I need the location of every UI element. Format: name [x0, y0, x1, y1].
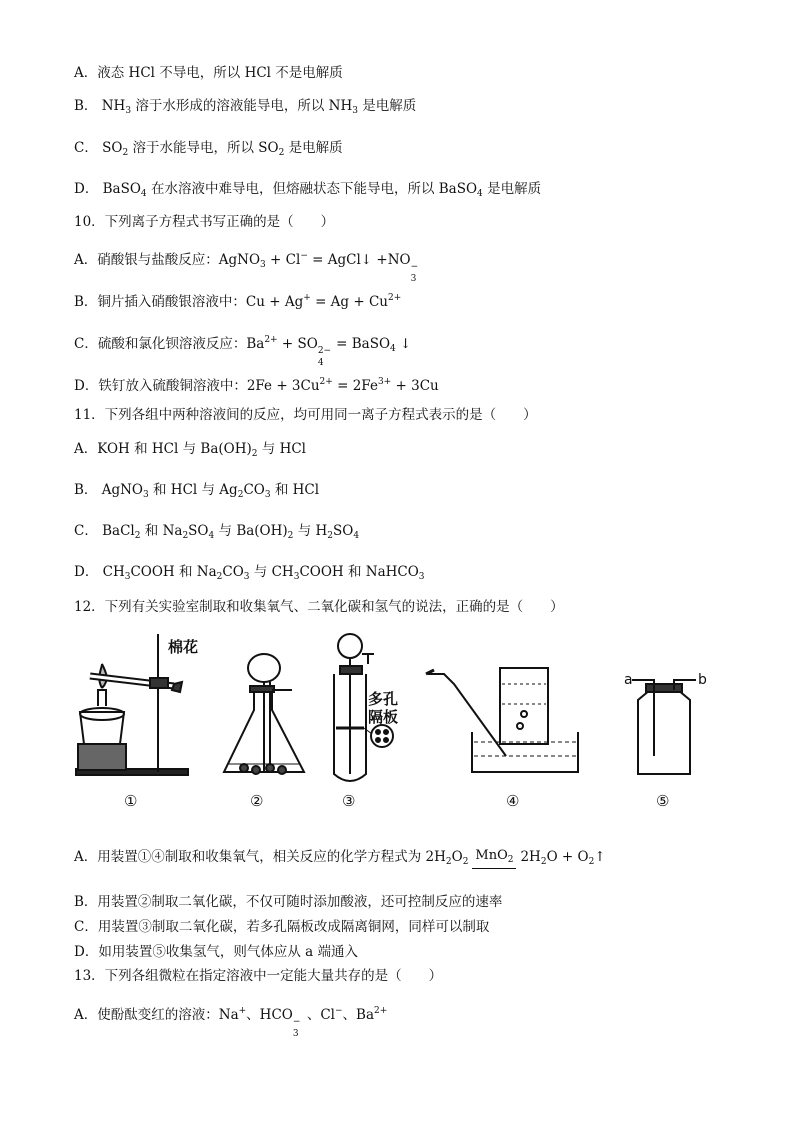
q10-option-b: B．铜片插入硝酸银溶液中：$Cu + Ag^+ = Ag + Cu^{2+}$ [74, 293, 402, 310]
device-num-1: ① [124, 792, 138, 810]
q9-option-a: A．液态 HCl 不导电，所以 HCl 不是电解质 [74, 65, 343, 81]
device-num-3: ③ [342, 792, 356, 810]
label-a: a [624, 672, 633, 688]
q12-option-d: D．如用装置⑤收集氢气，则气体应从 a 端通入 [74, 944, 358, 960]
q10-option-d: D．铁钉放入硫酸铜溶液中：$2Fe + 3Cu^{2+} = 2Fe^{3+} + 3Cu$ [74, 377, 439, 394]
apparatus-5 [632, 680, 696, 774]
q12-option-a: A．用装置①④制取和收集氧气，相关反应的化学方程式为 $2H_2O_2$ MnO$_2$ $2H_2O$ + $O_2↑$ [74, 848, 606, 871]
device-num-2: ② [250, 792, 264, 810]
q11-option-b: B． AgNO$_3$ 和 HCl 与 $Ag_2CO_3$ 和 HCl [74, 482, 320, 500]
reaction-condition: MnO$_2$ [472, 849, 516, 871]
q9-option-d: D． BaSO$_4$ 在水溶液中难导电，但熔融状态下能导电，所以 BaSO$_4$ 是电解质 [74, 181, 542, 199]
apparatus-2 [224, 654, 304, 774]
q11-option-c: C． BaCl$_2$ 和 $Na_2SO_4$ 与 $Ba(OH)_2$ 与 $H_2SO_4$ [74, 523, 360, 541]
q12-option-c: C．用装置③制取二氧化碳，若多孔隔板改成隔离铜网，同样可以制取 [74, 919, 490, 935]
q13-option-a: A．使酚酞变红的溶液：Na+、HCO − 3 、Cl−、$Ba^{2+}$ [74, 1006, 388, 1039]
q10-option-c: C．硫酸和氯化钡溶液反应：$Ba^{2+}$ + SO 2− 4 = BaSO$_4$ ↓ [74, 335, 412, 368]
q9-option-c: C． $SO_2$ 溶于水能导电，所以 $SO_2$ 是电解质 [74, 140, 343, 158]
label-porous-plate-1: 多孔 [368, 690, 399, 708]
q10-option-a: A．硝酸银与盐酸反应：AgNO$_3$ + Cl− = AgCl↓ +NO − 3 [74, 251, 419, 284]
q9-option-b: B． $NH_3$ 溶于水形成的溶液能导电，所以 $NH_3$ 是电解质 [74, 98, 417, 116]
q11-option-d: D． $CH_3COOH$ 和 $Na_2CO_3$ 与 $CH_3COOH$ 和 NaHCO$_3$ [74, 564, 425, 582]
label-b: b [698, 672, 707, 688]
q12-stem: 12．下列有关实验室制取和收集氧气、二氧化碳和氢气的说法，正确的是（ ） [74, 599, 564, 615]
label-cotton: 棉花 [168, 638, 199, 656]
q13-stem: 13．下列各组微粒在指定溶液中一定能大量共存的是（ ） [74, 968, 443, 984]
device-num-4: ④ [506, 792, 520, 810]
q11-option-a: A．KOH 和 HCl 与 $Ba(OH)_2$ 与 HCl [74, 441, 306, 459]
q10-stem: 10．下列离子方程式书写正确的是（ ） [74, 214, 335, 230]
q12-option-b: B．用装置②制取二氧化碳，不仅可随时添加酸液，还可控制反应的速率 [74, 894, 503, 910]
apparatus-figure [72, 624, 712, 814]
q11-stem: 11．下列各组中两种溶液间的反应，均可用同一离子方程式表示的是（ ） [74, 407, 537, 423]
apparatus-4 [426, 668, 578, 772]
label-porous-plate-2: 隔板 [368, 708, 399, 726]
device-num-5: ⑤ [656, 792, 670, 810]
